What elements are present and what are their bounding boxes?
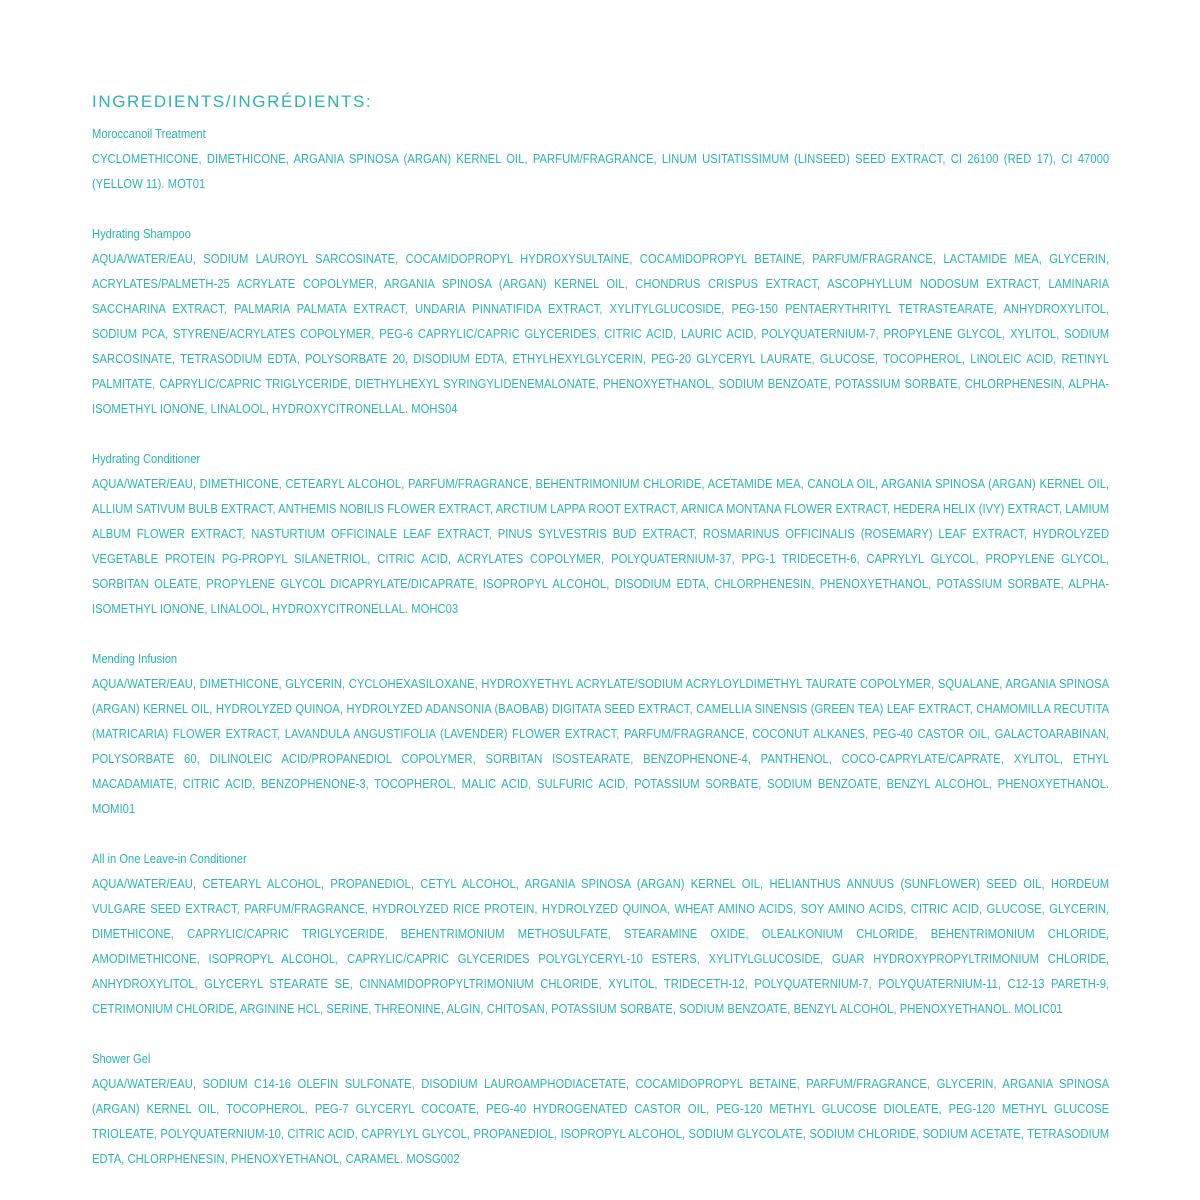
ingredient-list: AQUA/WATER/EAU, CETEARYL ALCOHOL, PROPANEDIOL, CETYL ALCOHOL, ARGANIA SPINOSA (ARGAN) KERNEL OIL, HELIANTHUS ANNUUS (SUNFLOWER) SEED OIL, HORDEUM VULGARE SEED EXTRACT, PARFUM/FRAGRANCE, HYDROLYZED RICE PROTEIN, HYDROLYZED QUINOA, WHEAT AMINO ACIDS, SOY AMINO ACIDS, CITRIC ACID, GLUCOSE, GLYCERIN, DIMETHICONE, CAPRYLIC/CAPRIC TRIGLYCERIDE, BEHENTRIMONIUM METHOSULFATE, STEARAMINE OXIDE, OLEALKONIUM CHLORIDE, BEHENTRIMONIUM CHLORIDE, AMODIMETHICONE, ISOPROPYL ALCOHOL, CAPRYLIC/CAPRIC GLYCERIDES POLYGLYCERYL-10 ESTERS, XYLITYLGLUCOSIDE, GUAR HYDROXYPROPYLTRIMONIUM CHLORIDE, ANHYDROXYLITOL, GLYCERYL STEARATE SE, CINNAMIDOPROPYLTRIMONIUM CHLORIDE, XYLITOL, TRIDECETH-12, POLYQUATERNIUM-7, POLYQUATERNIUM-11, C12-13 PARETH-9, CETRIMONIUM CHLORIDE, ARGININE HCL, SERINE, THREONINE, ALGIN, CHITOSAN, POTASSIUM SORBATE, SODIUM BENZOATE, BENZYL ALCOHOL, PHENOXYETHANOL. MOLIC01 (92, 876, 1110, 1016)
product-section-shower-gel (92, 1046, 1109, 1171)
product-section-hydrating-shampoo (92, 221, 1109, 421)
product-section-leave-in-conditioner (92, 846, 1109, 1021)
ingredient-list: AQUA/WATER/EAU, SODIUM LAUROYL SARCOSINATE, COCAMIDOPROPYL HYDROXYSULTAINE, COCAMIDOPROPYL BETAINE, PARFUM/FRAGRANCE, LACTAMIDE MEA, GLYCERIN, ACRYLATES/PALMETH-25 ACRYLATE COPOLYMER, ARGANIA SPINOSA (ARGAN) KERNEL OIL, CHONDRUS CRISPUS EXTRACT, ASCOPHYLLUM NODOSUM EXTRACT, LAMINARIA SACCHARINA EXTRACT, PALMARIA PALMATA EXTRACT, UNDARIA PINNATIFIDA EXTRACT, XYLITYLGLUCOSIDE, PEG-150 PENTAERYTHRITYL TETRASTEARATE, ANHYDROXYLITOL, SODIUM PCA, STYRENE/ACRYLATES COPOLYMER, PEG-6 CAPRYLIC/CAPRIC GLYCERIDES, CITRIC ACID, LAURIC ACID, POLYQUATERNIUM-7, PROPYLENE GLYCOL, XYLITOL, SODIUM SARCOSINATE, TETRASODIUM EDTA, POLYSORBATE 20, DISODIUM EDTA, ETHYLHEXYLGLYCERIN, PEG-20 GLYCERYL LAURATE, GLUCOSE, TOCOPHEROL, LINOLEIC ACID, RETINYL PALMITATE, CAPRYLIC/CAPRIC TRIGLYCERIDE, DIETHYLHEXYL SYRINGYLIDENEMALONATE, PHENOXYETHANOL, SODIUM BENZOATE, POTASSIUM SORBATE, CHLORPHENESIN, ALPHA-ISOMETHYL IONONE, LINALOOL, HYDROXYCITRONELLAL. MOHS04 (92, 251, 1110, 416)
ingredient-list: AQUA/WATER/EAU, DIMETHICONE, GLYCERIN, CYCLOHEXASILOXANE, HYDROXYETHYL ACRYLATE/SODIUM ACRYLOYLDIMETHYL TAURATE COPOLYMER, SQUALANE, ARGANIA SPINOSA (ARGAN) KERNEL OIL, HYDROLYZED QUINOA, HYDROLYZED ADANSONIA (BAOBAB) DIGITATA SEED EXTRACT, CAMELLIA SINENSIS (GREEN TEA) LEAF EXTRACT, CHAMOMILLA RECUTITA (MATRICARIA) FLOWER EXTRACT, LAVANDULA ANGUSTIFOLIA (LAVENDER) FLOWER EXTRACT, PARFUM/FRAGRANCE, COCONUT ALKANES, PEG-40 CASTOR OIL, GALACTOARABINAN, POLYSORBATE 60, DILINOLEIC ACID/PROPANEDIOL COPOLYMER, SORBITAN ISOSTEARATE, BENZOPHENONE-4, PANTHENOL, COCO-CAPRYLATE/CAPRATE, XYLITOL, ETHYL MACADAMIATE, CITRIC ACID, BENZOPHENONE-3, TOCOPHEROL, MALIC ACID, SULFURIC ACID, POTASSIUM SORBATE, SODIUM BENZOATE, BENZYL ALCOHOL, PHENOXYETHANOL. MOMI01 (92, 676, 1110, 816)
product-name: Hydrating Shampoo (92, 226, 191, 241)
ingredient-list: AQUA/WATER/EAU, SODIUM C14-16 OLEFIN SULFONATE, DISODIUM LAUROAMPHODIACETATE, COCAMIDOPROPYL BETAINE, PARFUM/FRAGRANCE, GLYCERIN, ARGANIA SPINOSA (ARGAN) KERNEL OIL, TOCOPHEROL, PEG-7 GLYCERYL COCOATE, PEG-40 HYDROGENATED CASTOR OIL, PEG-120 METHYL GLUCOSE DIOLEATE, PEG-120 METHYL GLUCOSE TRIOLEATE, POLYQUATERNIUM-10, CITRIC ACID, CAPRYLYL GLYCOL, PROPANEDIOL, ISOPROPYL ALCOHOL, SODIUM GLYCOLATE, SODIUM CHLORIDE, SODIUM ACETATE, TETRASODIUM EDTA, CHLORPHENESIN, PHENOXYETHANOL, CARAMEL. MOSG002 (92, 1076, 1110, 1166)
product-name: Mending Infusion (92, 651, 178, 666)
product-section-mending-infusion (92, 646, 1109, 821)
product-section-treatment (92, 121, 1109, 196)
ingredient-list: CYCLOMETHICONE, DIMETHICONE, ARGANIA SPINOSA (ARGAN) KERNEL OIL, PARFUM/FRAGRANCE, LINUM USITATISSIMUM (LINSEED) SEED EXTRACT, CI 26100 (RED 17), CI 47000 (YELLOW 11). MOT01 (92, 151, 1110, 191)
product-name: Hydrating Conditioner (92, 451, 201, 466)
ingredient-list: AQUA/WATER/EAU, DIMETHICONE, CETEARYL ALCOHOL, PARFUM/FRAGRANCE, BEHENTRIMONIUM CHLORIDE, ACETAMIDE MEA, CANOLA OIL, ARGANIA SPINOSA (ARGAN) KERNEL OIL, ALLIUM SATIVUM BULB EXTRACT, ANTHEMIS NOBILIS FLOWER EXTRACT, ARCTIUM LAPPA ROOT EXTRACT, ARNICA MONTANA FLOWER EXTRACT, HEDERA HELIX (IVY) EXTRACT, LAMIUM ALBUM FLOWER EXTRACT, NASTURTIUM OFFICINALE LEAF EXTRACT, PINUS SYLVESTRIS BUD EXTRACT, ROSMARINUS OFFICINALIS (ROSEMARY) LEAF EXTRACT, HYDROLYZED VEGETABLE PROTEIN PG-PROPYL SILANETRIOL, CITRIC ACID, ACRYLATES COPOLYMER, POLYQUATERNIUM-37, PPG-1 TRIDECETH-6, CAPRYLYL GLYCOL, PROPYLENE GLYCOL, SORBITAN OLEATE, PROPYLENE GLYCOL DICAPRYLATE/DICAPRATE, ISOPROPYL ALCOHOL, DISODIUM EDTA, CHLORPHENESIN, PHENOXYETHANOL, POTASSIUM SORBATE, ALPHA-ISOMETHYL IONONE, LINALOOL, HYDROXYCITRONELLAL. MOHC03 (92, 476, 1110, 616)
ingredients-heading: INGREDIENTS/INGRÉDIENTS: (92, 92, 373, 111)
ingredients-document (92, 91, 1109, 1196)
product-name: All in One Leave-in Conditioner (92, 851, 247, 866)
product-name: Shower Gel (92, 1051, 151, 1066)
product-section-hydrating-conditioner (92, 446, 1109, 621)
product-name: Moroccanoil Treatment (92, 126, 206, 141)
